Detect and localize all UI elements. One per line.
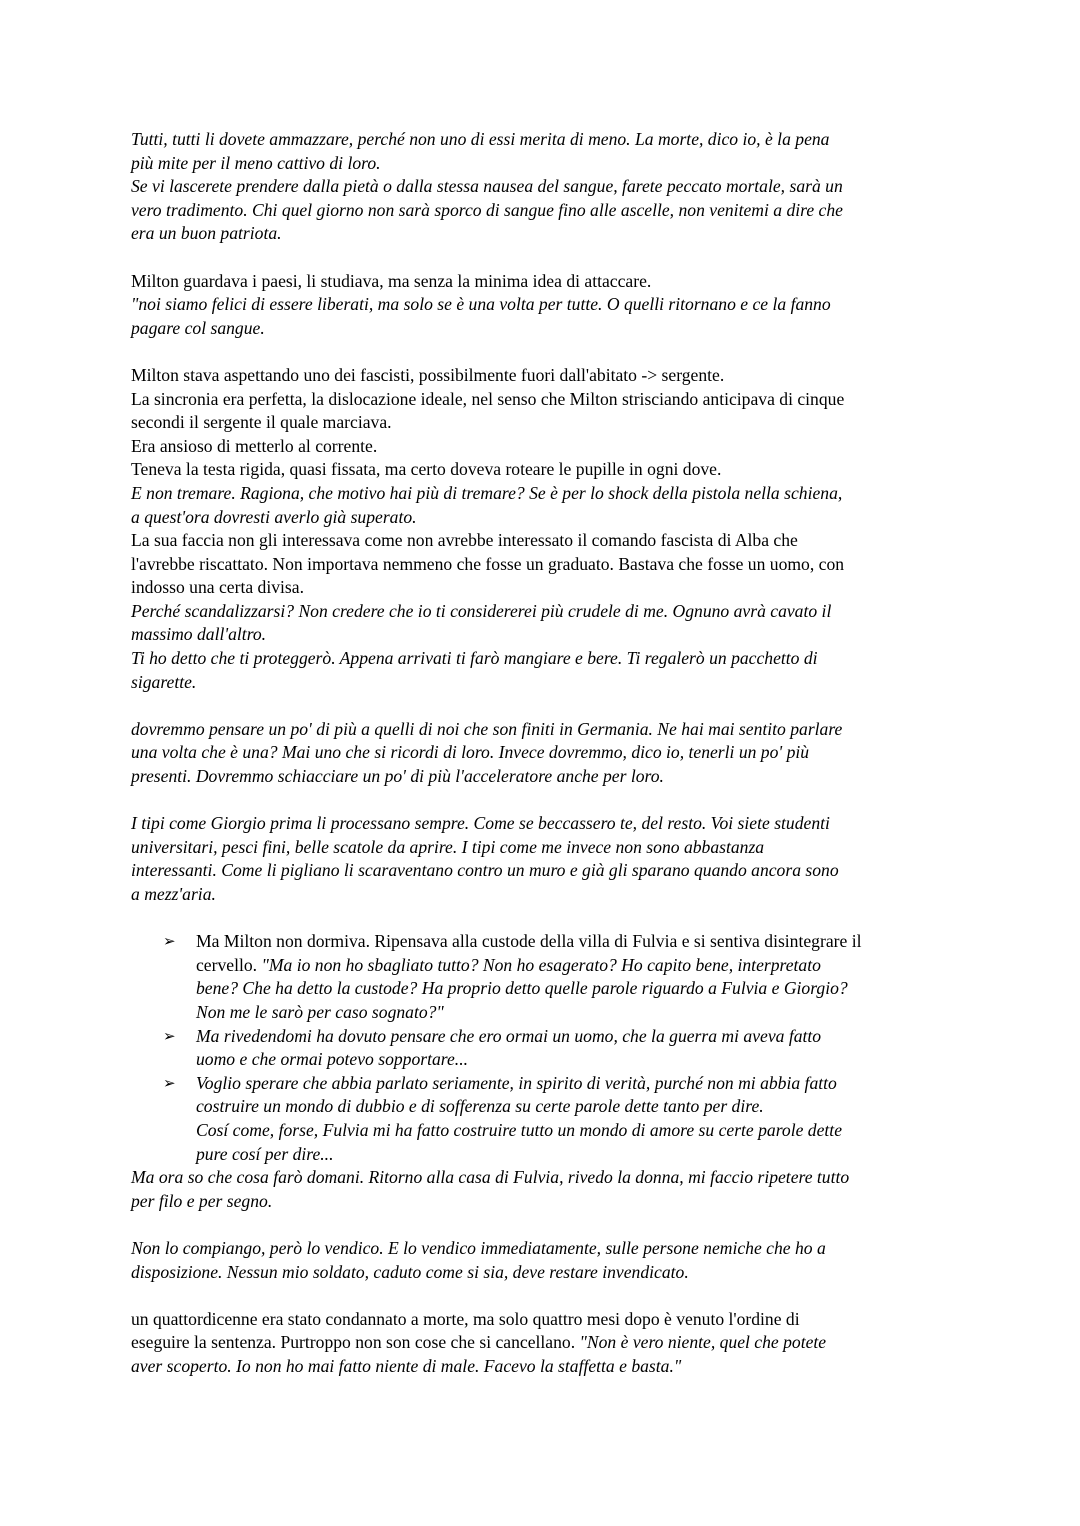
text-line: presenti. Dovremmo schiacciare un po' di più l'acceleratore anche per loro.	[131, 766, 664, 787]
text-line: Ma rivedendomi ha dovuto pensare che ero ormai un uomo, che la guerra mi aveva fatto	[196, 1025, 822, 1046]
spacer	[131, 694, 961, 718]
paragraph-germany	[131, 718, 961, 789]
bullet-item	[131, 1025, 961, 1072]
text-line: Era ansioso di metterlo al corrente.	[131, 435, 378, 456]
bullet-list	[131, 930, 961, 1166]
arrowhead-bullet-icon: ➢	[163, 1026, 176, 1045]
text-line: Milton guardava i paesi, li studiava, ma senza la minima idea di attaccare.	[131, 270, 652, 291]
paragraph-tomorrow	[131, 1166, 961, 1213]
text-line: Se vi lascerete prendere dalla pietà o dalla stessa nausea del sangue, farete peccato mortale, sarà un	[131, 176, 843, 197]
text-line: Non me le sarò per caso sognato?"	[196, 1001, 444, 1022]
text-line: vero tradimento. Chi quel giorno non sarà sporco di sangue fino alle ascelle, non venitemi a dire che	[131, 199, 843, 220]
paragraph-giorgio	[131, 812, 961, 906]
text-line: massimo dall'altro.	[131, 624, 267, 645]
text-segment: cervello.	[196, 954, 262, 975]
spacer	[131, 789, 961, 813]
text-line: Ti ho detto che ti proteggerò. Appena arrivati ti farò mangiare e bere. Ti regalerò un pacchetto di	[131, 648, 818, 669]
text-line: pure cosí per dire...	[196, 1143, 334, 1164]
text-line: Cosí come, forse, Fulvia mi ha fatto costruire tutto un mondo di amore su certe parole dette	[196, 1119, 843, 1140]
bullet-line	[131, 1331, 961, 1355]
text-line: sigarette.	[131, 671, 197, 692]
spacer	[131, 246, 961, 270]
text-line: Non lo compiango, però lo vendico. E lo vendico immediatamente, sulle persone nemiche che ho a	[131, 1237, 826, 1258]
text-line: un quattordicenne era stato condannato a morte, ma solo quattro mesi dopo è venuto l'ordine di	[131, 1308, 800, 1329]
spacer	[131, 1284, 961, 1308]
bullet-item	[131, 1072, 961, 1166]
text-line: La sua faccia non gli interessava come non avrebbe interessato il comando fascista di Alba che	[131, 530, 798, 551]
text-line: I tipi come Giorgio prima li processano sempre. Come se beccassero te, del resto. Voi siete studenti	[131, 813, 830, 834]
text-line: interessanti. Come li pigliano li scaraventano contro un muro e già gli sparano quando ancora sono	[131, 860, 839, 881]
paragraph-milton-villages	[131, 270, 961, 341]
paragraph-partisan-speech	[131, 128, 961, 246]
spacer	[131, 340, 961, 364]
text-line: aver scoperto. Io non ho mai fatto niente di male. Facevo la staffetta e basta."	[131, 1355, 682, 1376]
text-line: più mite per il meno cattivo di loro.	[131, 152, 381, 173]
text-line: disposizione. Nessun mio soldato, caduto come si sia, deve restare invendicato.	[131, 1261, 689, 1282]
bullet-line	[131, 930, 961, 954]
bullet-line	[131, 1025, 961, 1049]
paragraph-sergeant	[131, 364, 961, 694]
bullet-line	[131, 1072, 961, 1096]
text-line: per filo e per segno.	[131, 1190, 273, 1211]
text-line: secondi il sergente il quale marciava.	[131, 412, 392, 433]
text-segment: "Non è vero niente, quel che potete	[579, 1332, 827, 1353]
text-line: a mezz'aria.	[131, 884, 216, 904]
spacer	[131, 1213, 961, 1237]
text-line: indosso una certa divisa.	[131, 577, 304, 598]
text-line: Teneva la testa rigida, quasi fissata, ma certo doveva roteare le pupille in ogni dove.	[131, 459, 722, 480]
paragraph-revenge	[131, 1237, 961, 1284]
text-line: Tutti, tutti li dovete ammazzare, perché non uno di essi merita di meno. La morte, dico io, è la pena	[131, 129, 830, 149]
text-line: Ma ora so che cosa farò domani. Ritorno alla casa di Fulvia, rivedo la donna, mi faccio ripetere tutto	[131, 1167, 850, 1188]
text-line: a quest'ora dovresti averlo già superato.	[131, 506, 417, 527]
text-line: Voglio sperare che abbia parlato seriamente, in spirito di verità, purché non mi abbia fatto	[196, 1072, 837, 1093]
arrowhead-bullet-icon: ➢	[163, 932, 176, 951]
text-line: Perché scandalizzarsi? Non credere che io ti considererei più crudele di me. Ognuno avrà cavato il	[131, 600, 832, 621]
text-segment: eseguire la sentenza. Purtroppo non son cose che si cancellano.	[131, 1332, 580, 1353]
text-line: dovremmo pensare un po' di più a quelli di noi che son finiti in Germania. Ne hai mai sentito parlare	[131, 718, 843, 739]
document-page	[131, 128, 961, 1378]
text-line: era un buon patriota.	[131, 223, 282, 244]
text-line: Ma Milton non dormiva. Ripensava alla custode della villa di Fulvia e si sentiva disintegrare il	[196, 931, 862, 952]
bullet-item	[131, 930, 961, 1024]
text-line: E non tremare. Ragiona, che motivo hai più di tremare? Se è per lo shock della pistola nella schiena,	[131, 482, 843, 503]
text-line: bene? Che ha detto la custode? Ha proprio detto quelle parole riguardo a Fulvia e Giorgio?	[196, 978, 848, 999]
text-line: La sincronia era perfetta, la dislocazione ideale, nel senso che Milton strisciando anticipava di cinque	[131, 388, 845, 409]
spacer	[131, 907, 961, 931]
text-line: una volta che è una? Mai uno che si ricordi di loro. Invece dovremmo, dico io, tenerli un po' più	[131, 742, 810, 763]
text-line: Milton stava aspettando uno dei fascisti, possibilmente fuori dall'abitato -> sergente.	[131, 364, 725, 385]
bullet-line	[131, 954, 961, 978]
text-line: "noi siamo felici di essere liberati, ma solo se è una volta per tutte. O quelli ritornano e ce la fanno	[131, 294, 831, 315]
text-line: l'avrebbe riscattato. Non importava nemmeno che fosse un graduato. Bastava che fosse un uomo, con	[131, 553, 845, 574]
text-line: costruire un mondo di dubbio e di sofferenza su certe parole dette tanto per dire.	[196, 1096, 764, 1117]
text-line: universitari, pesci fini, belle scatole da aprire. I tipi come me invece non sono abbastanza	[131, 836, 765, 857]
text-segment: "Ma io non ho sbagliato tutto? Non ho esagerato? Ho capito bene, interpretato	[261, 954, 821, 975]
text-line: pagare col sangue.	[131, 317, 265, 338]
text-line: uomo e che ormai potevo sopportare...	[196, 1049, 469, 1070]
paragraph-fourteen-year-old	[131, 1308, 961, 1379]
arrowhead-bullet-icon: ➢	[163, 1073, 176, 1092]
